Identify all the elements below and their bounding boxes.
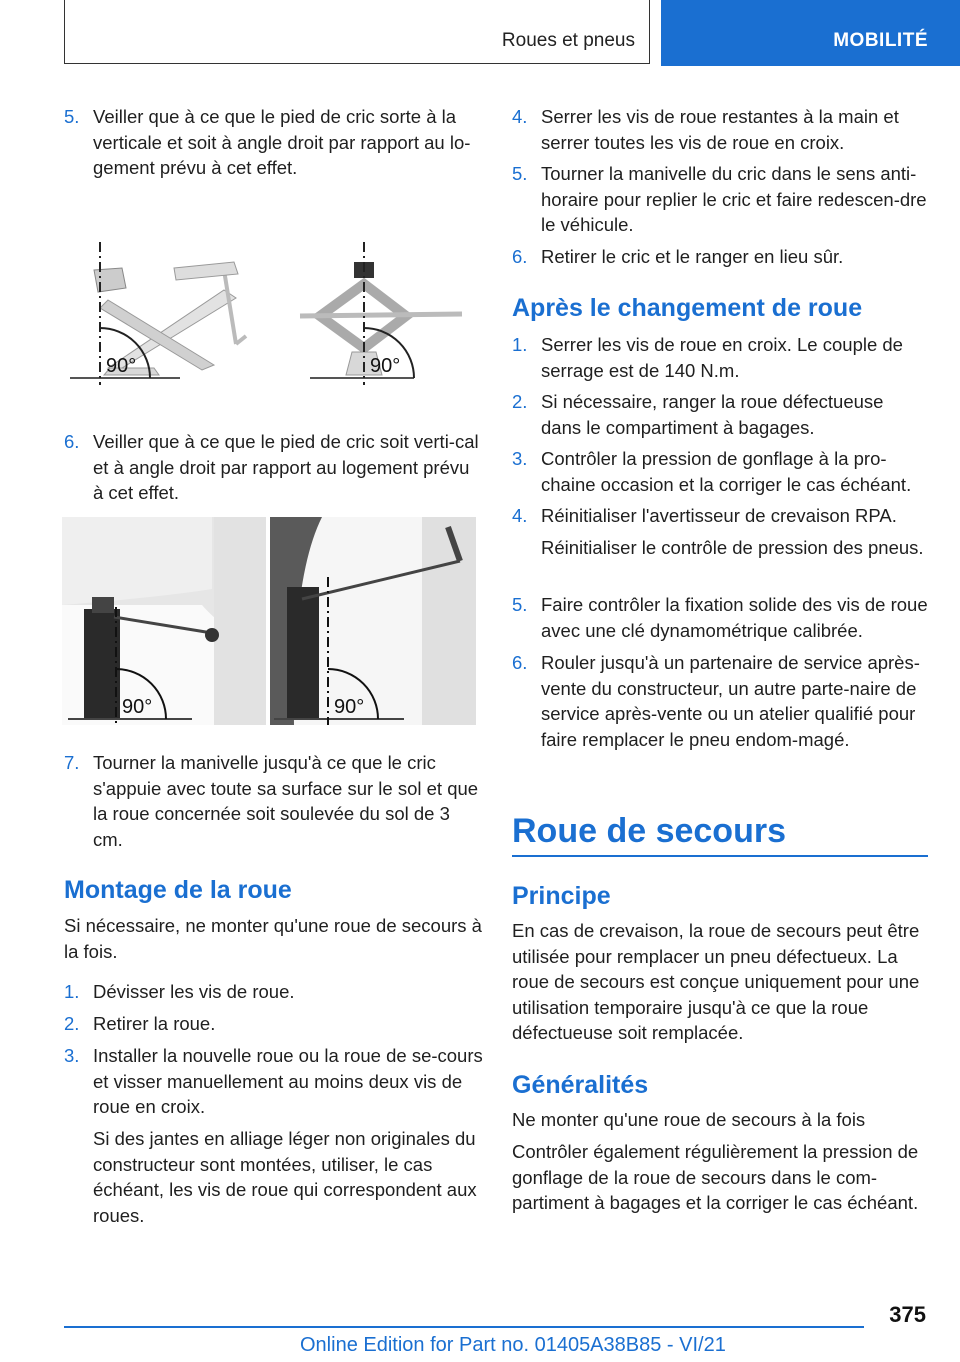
step-text: Tourner la manivelle du cric dans le sens anti-horaire pour replier le cric et faire redescen-dre le véhicule. — [541, 163, 927, 235]
header-section-box — [64, 0, 650, 64]
header-chapter-label: MOBILITÉ — [833, 30, 928, 51]
step-text: Veiller que à ce que le pied de cric soit verti-cal et à angle droit par rapport au logement prévu à cet effet. — [93, 431, 479, 503]
step-number: 7. — [64, 752, 80, 773]
step-text: Serrer les vis de roue restantes à la main et serrer toutes les vis de roue en croix. — [541, 106, 899, 153]
step-text: Réinitialiser l'avertisseur de crevaison RPA. — [541, 505, 897, 526]
step-6-right — [512, 244, 928, 270]
after-step-6 — [512, 650, 928, 752]
step-number: 6. — [512, 246, 528, 267]
angle-label: 90° — [122, 696, 153, 718]
mount-step-1 — [64, 979, 484, 1005]
step-text: Dévisser les vis de roue. — [93, 981, 295, 1002]
section-divider — [512, 855, 928, 857]
heading-principle: Principe — [512, 882, 611, 910]
step-text: Veiller que à ce que le pied de cric sorte à la verticale et soit à angle droit par rapport au lo-gement prévu à cet effet. — [93, 106, 471, 178]
step-5-right — [512, 161, 928, 238]
heading-spare-wheel: Roue de secours — [512, 812, 786, 850]
mount-intro: Si nécessaire, ne monter qu'une roue de secours à la fois. — [64, 915, 482, 962]
step-number: 4. — [512, 106, 528, 127]
after-step-4-note: Réinitialiser le contrôle de pression des pneus. — [541, 537, 924, 558]
step-text: Tourner la manivelle jusqu'à ce que le cric s'appuie avec toute sa surface sur le sol et que la roue concernée soit soulevée du sol de 3 cm. — [93, 752, 479, 850]
edition-note: Online Edition for Part no. 01405A38B85 - VI/21 — [300, 1334, 726, 1356]
step-number: 3. — [512, 448, 528, 469]
step-text: Serrer les vis de roue en croix. Le couple de serrage est de 140 N.m. — [541, 334, 903, 381]
step-number: 2. — [512, 391, 528, 412]
after-step-4 — [512, 503, 928, 529]
page-header — [0, 0, 960, 66]
step-number: 2. — [64, 1013, 80, 1034]
angle-label: 90° — [106, 355, 137, 377]
after-step-3 — [512, 446, 928, 497]
heading-general: Généralités — [512, 1071, 649, 1099]
general-text-1: Ne monter qu'une roue de secours à la fois — [512, 1109, 866, 1130]
step-number: 5. — [512, 163, 528, 184]
step-text: Installer la nouvelle roue ou la roue de se-cours et visser manuellement au moins deux vis de roue en croix. — [93, 1045, 483, 1117]
mount-step-3-note: Si des jantes en alliage léger non originales du constructeur sont montées, utiliser, le cas échéant, les vis de roue qui correspondent aux roues. — [93, 1128, 477, 1226]
principle-text: En cas de crevaison, la roue de secours peut être utilisée pour remplacer un pneu défectueux. La roue de secours est conçue uniquement pour une utilisation temporaire jusqu'à ce que la roue défectueuse soit remplacée. — [512, 920, 920, 1043]
step-number: 6. — [512, 652, 528, 673]
step-text: Retirer le cric et le ranger en lieu sûr. — [541, 246, 844, 267]
step-number: 5. — [512, 594, 528, 615]
step-6-left — [64, 429, 484, 506]
step-text: Retirer la roue. — [93, 1013, 216, 1034]
step-text: Rouler jusqu'à un partenaire de service après-vente du constructeur, un autre parte-naire de service après-vente ou un atelier qualifié pour faire remplacer le pneu endom-magé. — [541, 652, 920, 750]
step-number: 1. — [512, 334, 528, 355]
after-step-1 — [512, 332, 928, 383]
header-chapter-tab — [661, 0, 960, 66]
step-7-left — [64, 750, 484, 852]
heading-mount-wheel: Montage de la roue — [64, 876, 292, 904]
angle-label: 90° — [370, 355, 401, 377]
jack-photo-diagram — [62, 517, 476, 725]
step-text: Si nécessaire, ranger la roue défectueuse dans le compartiment à bagages. — [541, 391, 884, 438]
step-4-right — [512, 104, 928, 155]
step-number: 3. — [64, 1045, 80, 1066]
header-section-title: Roues et pneus — [501, 30, 635, 51]
mount-step-3 — [64, 1043, 484, 1120]
after-step-2 — [512, 389, 928, 440]
step-number: 4. — [512, 505, 528, 526]
after-step-5 — [512, 592, 928, 643]
step-text: Faire contrôler la fixation solide des vis de roue avec une clé dynamométrique calibrée. — [541, 594, 928, 641]
heading-after-change: Après le changement de roue — [512, 294, 863, 322]
general-text-2: Contrôler également régulièrement la pression de gonflage de la roue de secours dans le com-partiment à bagages et la corriger le cas échéant. — [512, 1141, 919, 1213]
angle-label: 90° — [334, 696, 365, 718]
page-number: 375 — [889, 1302, 926, 1327]
footer-rule — [64, 1326, 864, 1328]
scissor-jack-diagram — [64, 240, 484, 385]
step-number: 5. — [64, 106, 80, 127]
step-5-left — [64, 104, 484, 181]
step-text: Contrôler la pression de gonflage à la pro-chaine occasion et la corriger le cas échéant. — [541, 448, 912, 495]
step-number: 6. — [64, 431, 80, 452]
step-number: 1. — [64, 981, 80, 1002]
mount-step-2 — [64, 1011, 484, 1037]
